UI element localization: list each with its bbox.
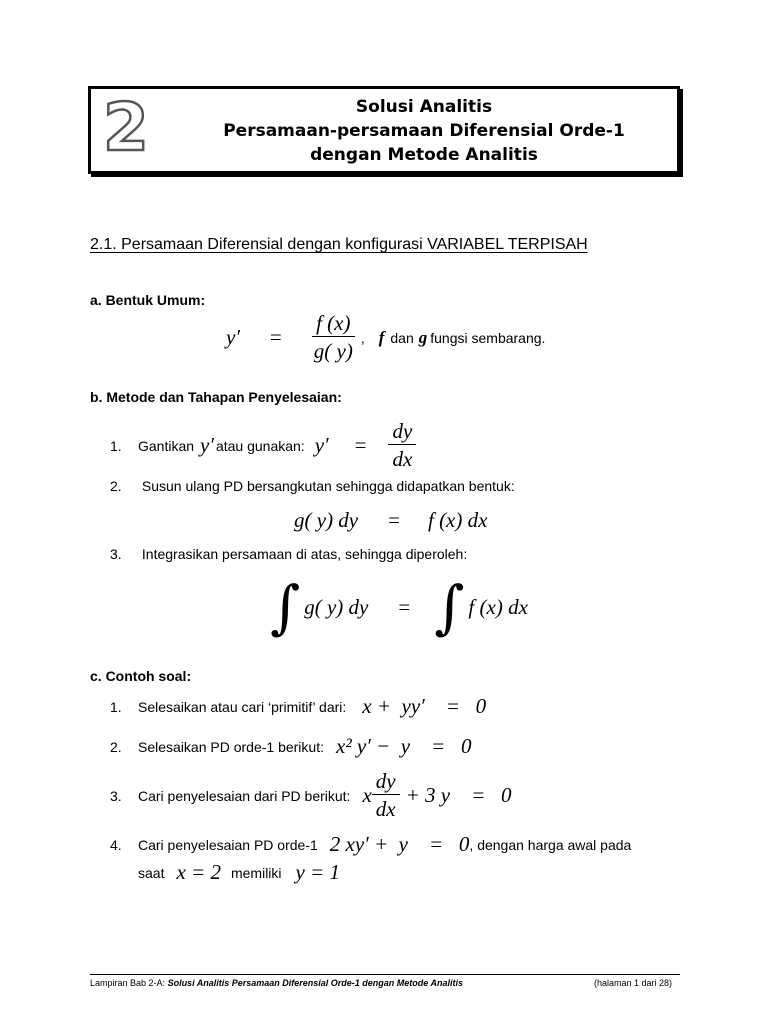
example-number: 3. [110,787,122,804]
example-number: 2. [110,738,122,755]
formula-lhs: y′ [226,325,240,349]
function-g: g [418,327,428,347]
footer-rule [90,974,680,975]
example-formula: x + yy′ = 0 [362,694,487,718]
step-number: 2. [110,478,122,494]
example-text: Cari penyelesaian dari PD berikut: [138,787,351,804]
footer-label: Lampiran Bab 2-A: [90,978,166,988]
part-a-heading: a. Bentuk Umum: [90,292,206,308]
step-text-2: atau gunakan: [215,437,305,454]
formula-equals: = [398,594,411,619]
formula-rhs: f (x) dx [427,508,488,532]
step-number: 3. [110,546,122,562]
formula-fraction [310,310,357,365]
chapter-number: 2 [103,89,149,166]
example-number: 4. [110,836,122,853]
part-b-heading: b. Metode dan Tahapan Penyelesaian: [90,389,342,405]
footer-left [90,978,463,988]
formula-equals: = [269,325,282,349]
example-number: 1. [110,698,122,715]
integral-sign-left: ∫ [270,573,301,641]
footer-title: Solusi Analitis Persamaan Diferensial Orde-1 dengan Metode Analitis [167,978,463,988]
step-text: Susun ulang PD bersangkutan sehingga didapatkan bentuk: [141,478,515,494]
separated-form-formula [294,508,487,533]
example-2 [110,734,471,759]
chapter-titles [191,95,657,167]
y-condition: y = 1 [295,860,341,884]
fraction-numerator: dy [388,418,416,445]
fraction-denominator: dx [392,447,413,471]
integral-sign-right: ∫ [434,573,465,641]
example-3 [110,768,512,823]
chapter-title-line-3: dengan Metode Analitis [310,145,538,165]
dan-word: dan [390,329,414,346]
step-text: Integrasikan persamaan di atas, sehingga diperoleh: [141,546,468,562]
example-text-4: memiliki [230,864,282,881]
page-number: (halaman 1 dari 28) [594,978,673,988]
dy-dx-fraction [372,768,400,823]
formula-equals: = [388,508,400,532]
function-f: f [378,327,385,347]
example-formula-rest: + 3 y = 0 [405,783,512,807]
general-form-formula [226,310,545,365]
x-condition: x = 2 [176,860,221,884]
example-1 [110,694,486,719]
fraction-numerator: f (x) [312,310,354,337]
section-title: 2.1. Persamaan Diferensial dengan konfigurasi VARIABEL TERPISAH [90,236,588,253]
example-4-line-2 [138,860,340,885]
step-number: 1. [110,437,122,454]
comma: , [360,329,365,346]
chapter-title-line-2: Persamaan-persamaan Diferensial Orde-1 [223,121,625,141]
step-2 [110,478,515,494]
fraction-numerator: dy [372,768,400,795]
step-1 [110,418,416,473]
chapter-header-box [88,86,680,174]
formula-lhs: y′ [314,433,329,457]
example-text-3: saat [138,864,165,881]
fraction-denominator: dx [375,797,396,821]
formula-lhs: g( y) dy [304,594,369,619]
example-formula: 2 xy′ + y = 0 [329,832,470,856]
formula-lhs: g( y) dy [294,508,359,532]
fraction-denominator: g( y) [313,339,353,363]
formula-rhs: f (x) dx [468,594,528,619]
chapter-title-line-1: Solusi Analitis [355,97,493,117]
y-prime-symbol: y′ [200,433,214,457]
formula-equals: = [354,433,367,457]
example-text: Selesaikan atau cari ‘primitif’ dari: [138,698,347,715]
step-3 [110,546,467,562]
example-4-line-1 [110,832,631,857]
example-text: Cari penyelesaian PD orde-1 [138,836,318,853]
step-text: Gantikan [138,437,195,454]
dy-dx-fraction [388,418,416,473]
example-formula: x² y′ − y = 0 [336,734,472,758]
part-c-heading: c. Contoh soal: [90,668,192,684]
x-symbol: x [362,783,372,807]
integral-formula [270,573,528,641]
example-text-2: , dengan harga awal pada [469,836,632,853]
example-text: Selesaikan PD orde-1 berikut: [138,738,324,755]
general-form-description: fungsi sembarang. [430,329,546,346]
